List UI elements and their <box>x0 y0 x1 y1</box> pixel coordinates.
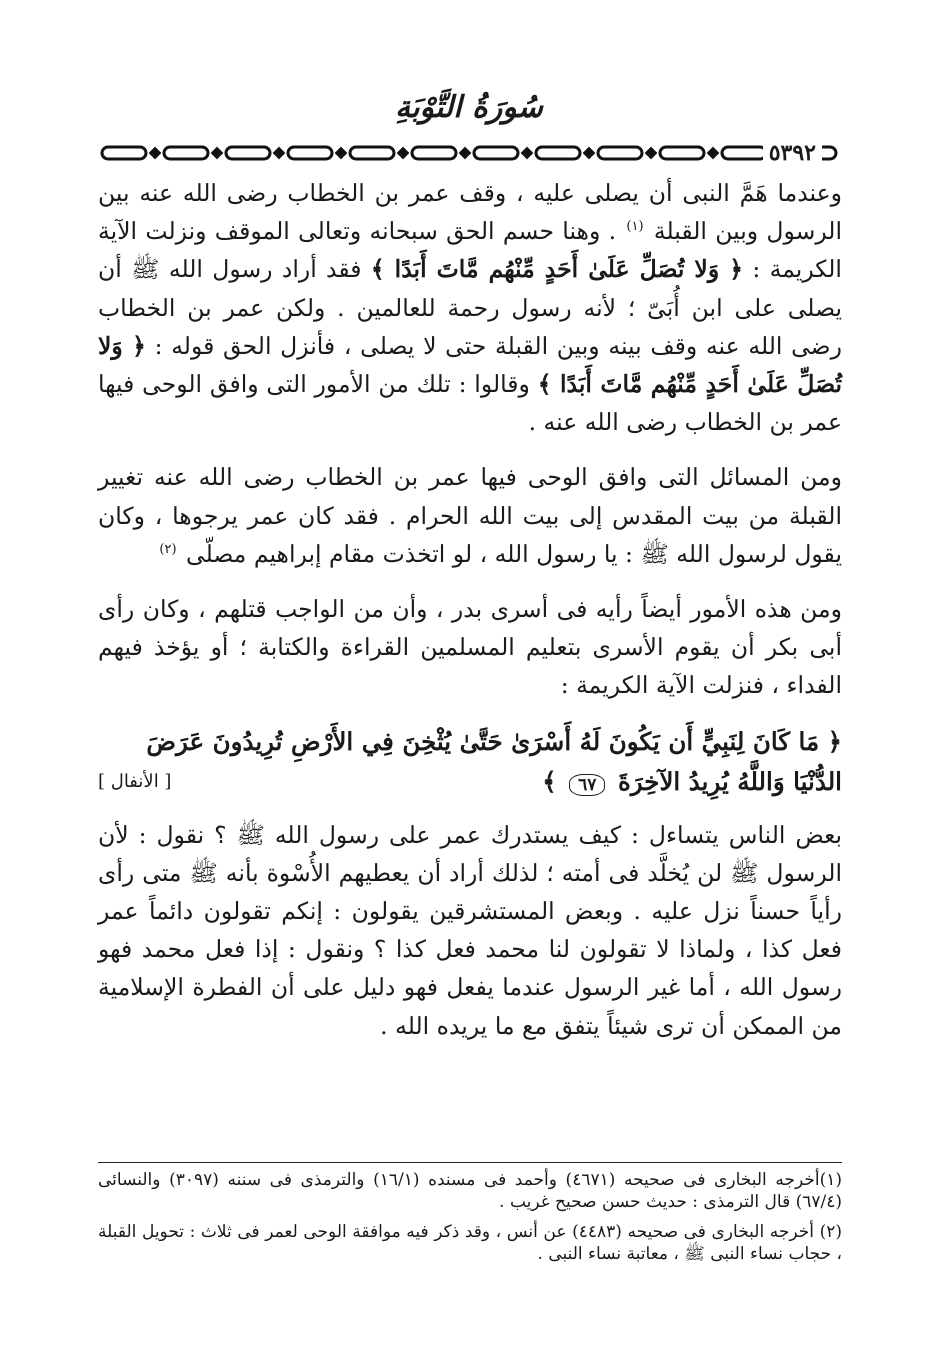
paragraph-1-text-d: وقالوا : تلك من الأمور التى وافق الوحى فيها عمر بن الخطاب رضى الله عنه . <box>98 370 842 437</box>
paragraph-1-text-b: . وهنا حسم الحق سبحانه وتعالى الموقف ونزلت الآية الكريمة : <box>98 217 842 284</box>
paragraph-1 <box>98 174 842 441</box>
verse-line-1: ﴿ مَا كَانَ لِنَبِيٍّ أَن يَكُونَ لَهُ أَسْرَىٰ حَتَّىٰ يُثْخِنَ فِي الأَرْضِ تُرِيدُونَ عَرَضَ <box>146 726 842 756</box>
ornamental-chain-divider <box>98 142 840 164</box>
surah-title: سُورَةُ التَّوْبَةِ <box>395 90 543 125</box>
quran-quote-1: ﴿ وَلا تُصَلِّ عَلَىٰ أَحَدٍ مِّنْهُم مَّاتَ أَبَدًا ﴾ <box>370 255 743 284</box>
quran-quote-2: ﴿ وَلا تُصَلِّ عَلَىٰ أَحَدٍ مِّنْهُم مَّاتَ أَبَدًا ﴾ <box>98 331 842 399</box>
paragraph-4: بعض الناس يتساءل : كيف يستدرك عمر على رسول الله ﷺ ؟ نقول : لأن الرسول ﷺ لن يُخلَّد فى أمته ؛ لذلك أراد أن يعطيهم الأُسْوة بأنه ﷺ متى رأى رأياً حسناً نزل عليه . وبعض المستشرقين يقولون : إنكم تقولون دائماً عمر فعل كذا ، ولماذا لا تقولون لنا محمد فعل كذا ؟ ونقول : إذا فعل محمد فهو رسول الله ، أما غير الرسول عندما يفعل فهو دليل على أن الفطرة الإسلامية من الممكن أن ترى شيئاً يتفق مع ما يريده الله . <box>98 820 842 1040</box>
footnote-ref-2: (٢) <box>159 542 177 557</box>
footnotes-section <box>98 1162 842 1273</box>
footnote-2: (٢) أخرجه البخارى فى صحيحه (٤٤٨٣) عن أنس ، وقد ذكر فيه موافقة الوحى لعمر فى ثلاث : تحويل القبلة ، حجاب نساء النبى ﷺ ، معاتبة نساء النبى . <box>98 1222 842 1264</box>
paragraph-1-text-c: فقد أراد رسول الله ﷺ أن يصلى على ابن أُبَىّ ؛ لأنه رسول رحمة للعالمين . ولكن عمر بن الخطاب رضى الله عنه وقف بينه وبين القبلة حتى لا يصلى ، فأنزل الحق قوله : <box>98 255 842 360</box>
main-text <box>98 174 842 1062</box>
verse-line-2-row <box>98 762 842 802</box>
verse-line-2-text: الدُّنْيَا وَاللَّهُ يُرِيدُ الآخِرَةَ <box>617 766 842 796</box>
verse-closing-bracket: ﴾ <box>542 766 557 796</box>
footnote-1: (١)أخرجه البخارى فى صحيحه (٤٦٧١) وأحمد فى مسنده (١٦/١) والترمذى فى سننه (٣٠٩٧) والنسائى (٦٧/٤) قال الترمذى : حديث حسن صحيح غريب . <box>98 1170 842 1212</box>
paragraph-3: ومن هذه الأمور أيضاً رأيه فى أسرى بدر ، وأن من الواجب قتلهم ، وكان رأى أبى بكر أن يقوم الأسرى بتعليم المسلمين القراءة والكتابة ؛ أو يؤخذ فيهم الفداء ، فنزلت الآية الكريمة : <box>98 595 842 700</box>
ayah-number-badge: ٦٧ <box>569 774 605 796</box>
surah-reference: [ الأنفال ] <box>98 770 172 792</box>
paragraph-2-text: ومن المسائل التى وافق الوحى فيها عمر بن الخطاب رضى الله عنه تغيير القبلة من بيت المقدس إلى بيت الله الحرام . فقد كان عمر يرجوها ، وكان يقول لرسول الله ﷺ : يا رسول الله ، لو اتخذت مقام إبراهيم مصلّى <box>98 463 842 568</box>
paragraph-2 <box>98 458 842 573</box>
page-header <box>98 86 840 166</box>
quran-verse-block <box>98 722 842 802</box>
paragraph-1-text-a: وعندما هَمَّ النبى أن يصلى عليه ، وقف عمر بن الخطاب رضى الله عنه بين الرسول وبين القبلة <box>98 179 842 246</box>
footnote-ref-1: (١) <box>626 219 644 235</box>
page-number: ٥٣٩٢ <box>763 140 822 166</box>
verse-line-2 <box>542 762 842 802</box>
